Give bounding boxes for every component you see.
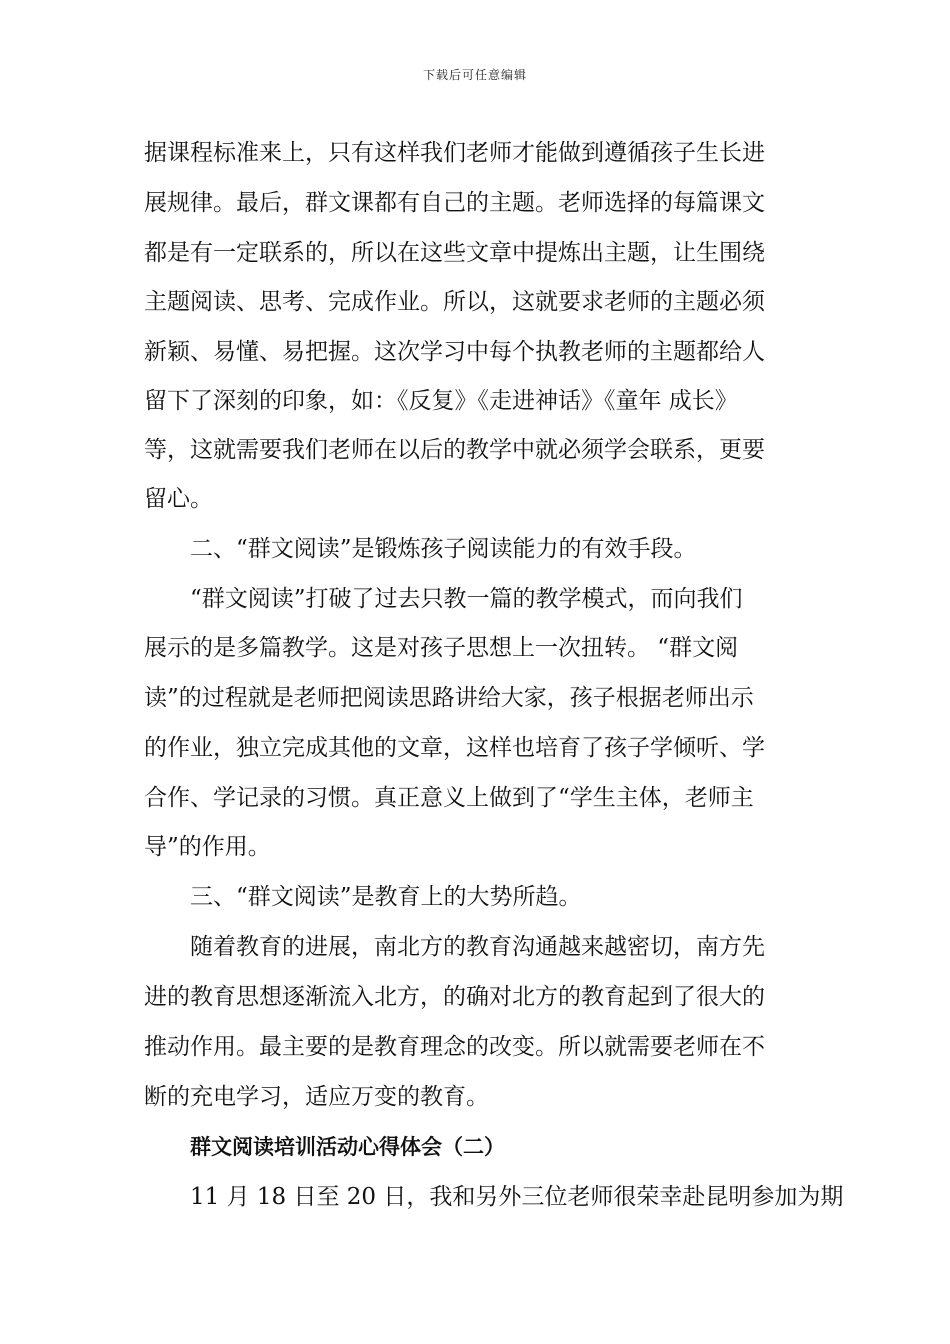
text-line: 读”的过程就是老师把阅读思路讲给大家，孩子根据老师出示 (144, 685, 754, 711)
text-line: 随着教育的进展，南北方的教育沟通越来越密切，南方先 (190, 934, 765, 960)
text-line: 进的教育思想逐渐流入北方，的确对北方的教育起到了很大的 (144, 984, 765, 1010)
text-line: 留下了深刻的印象，如：《反复》《走进神话》《童年 成长》 (144, 388, 738, 414)
page-header-note: 下载后可任意编辑 (422, 68, 527, 82)
text-line: 断的充电学习，适应万变的教育。 (144, 1084, 489, 1110)
text-line: 11 月 18 日至 20 日，我和另外三位老师很荣幸赴昆明参加为期 (190, 1184, 844, 1210)
text-line: 留心。 (144, 486, 213, 512)
text-line: 主题阅读、思考、完成作业。所以，这就要求老师的主题必须 (144, 289, 765, 315)
section-heading-2: 二、“群文阅读”是锻炼孩子阅读能力的有效手段。 (190, 536, 697, 562)
text-line: 等，这就需要我们老师在以后的教学中就必须学会联系，更要 (144, 437, 765, 463)
text-line: 的作业，独立完成其他的文章，这样也培育了孩子学倾听、学 (144, 735, 765, 761)
section-heading-3: 三、“群文阅读”是教育上的大势所趋。 (190, 884, 582, 910)
text-line: “群文阅读”打破了过去只教一篇的教学模式，而向我们 (190, 586, 743, 612)
text-line: 导”的作用。 (144, 834, 271, 860)
text-line: 据课程标准来上，只有这样我们老师才能做到遵循孩子生长进 (144, 140, 765, 166)
text-line: 新颖、易懂、易把握。这次学习中每个执教老师的主题都给人 (144, 339, 765, 365)
text-line: 合作、学记录的习惯。真正意义上做到了“学生主体，老师主 (144, 785, 754, 811)
text-line: 展规律。最后，群文课都有自己的主题。老师选择的每篇课文 (144, 190, 765, 216)
text-line: 推动作用。最主要的是教育理念的改变。所以就需要老师在不 (144, 1034, 765, 1060)
text-line: 都是有一定联系的，所以在这些文章中提炼出主题，让生围绕 (144, 240, 765, 266)
text-line: 展示的是多篇教学。这是对孩子思想上一次扭转。 “群文阅 (144, 635, 739, 661)
article-title: 群文阅读培训活动心得体会（二） (190, 1135, 505, 1159)
